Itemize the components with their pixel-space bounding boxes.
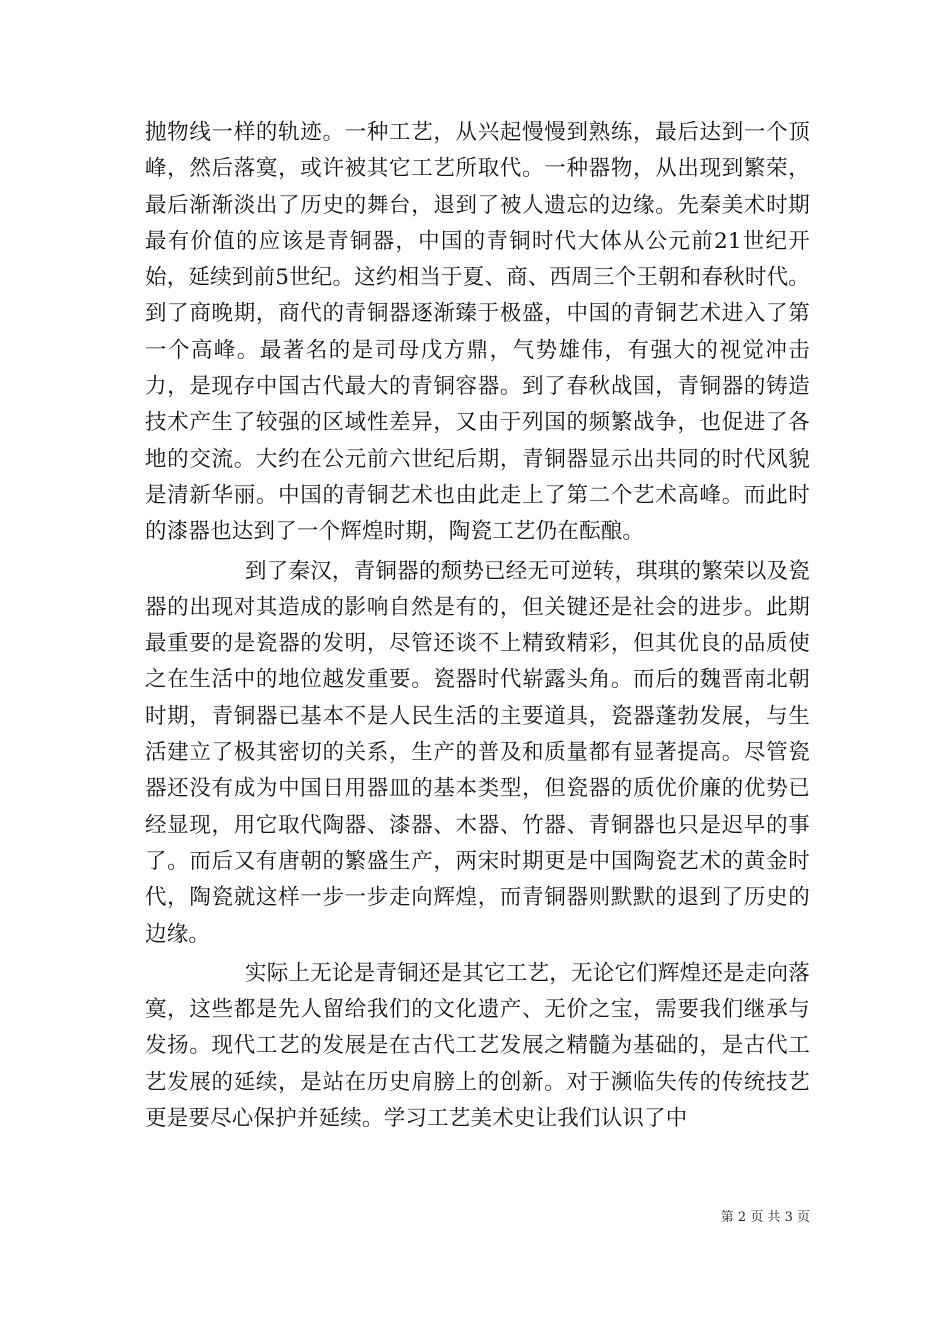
body-text xyxy=(145,115,810,1137)
paragraph-1: 抛物线一样的轨迹。一种工艺，从兴起慢慢到熟练，最后达到一个顶峰，然后落寞，或许被其它工艺所取代。一种器物，从出现到繁荣，最后渐渐淡出了历史的舞台，退到了被人遗忘的边缘。先秦美术时期最有价值的应该是青铜器，中国的青铜时代大体从公元前21世纪开始，延续到前5世纪。这约相当于夏、商、西周三个王朝和春秋时代。到了商晚期，商代的青铜器逐渐臻于极盛，中国的青铜艺术进入了第一个高峰。最著名的是司母戊方鼎，气势雄伟，有强大的视觉冲击力，是现存中国古代最大的青铜容器。到了春秋战国，青铜器的铸造技术产生了较强的区域性差异，又由于列国的频繁战争，也促进了各地的交流。大约在公元前六世纪后期，青铜器显示出共同的时代风貌是清新华丽。中国的青铜艺术也由此走上了第二个艺术高峰。而此时的漆器也达到了一个辉煌时期，陶瓷工艺仍在酝酿。 xyxy=(145,120,810,545)
paragraph-3: 实际上无论是青铜还是其它工艺，无论它们辉煌还是走向落寞，这些都是先人留给我们的文化遗产、无价之宝，需要我们继承与发扬。现代工艺的发展是在古代工艺发展之精髓为基础的，是古代工艺发展的延续，是站在历史肩膀上的创新。对于濒临失传的传统技艺更是要尽心保护并延续。学习工艺美术史让我们认识了中 xyxy=(145,960,810,1132)
paragraph-2: 到了秦汉，青铜器的颓势已经无可逆转，琪琪的繁荣以及瓷器的出现对其造成的影响自然是有的，但关键还是社会的进步。此期最重要的是瓷器的发明，尽管还谈不上精致精彩，但其优良的品质使之在生活中的地位越发重要。瓷器时代崭露头角。而后的魏晋南北朝时期，青铜器已基本不是人民生活的主要道具，瓷器蓬勃发展，与生活建立了极其密切的关系，生产的普及和质量都有显著提高。尽管瓷器还没有成为中国日用器皿的基本类型，但瓷器的质优价廉的优势已经显现，用它取代陶器、漆器、木器、竹器、青铜器也只是迟早的事了。而后又有唐朝的繁盛生产，两宋时期更是中国陶瓷艺术的黄金时代，陶瓷就这样一步一步走向辉煌，而青铜器则默默的退到了历史的边缘。 xyxy=(145,558,810,947)
page-footer: 第 2 页 共 3 页 xyxy=(720,1210,810,1225)
